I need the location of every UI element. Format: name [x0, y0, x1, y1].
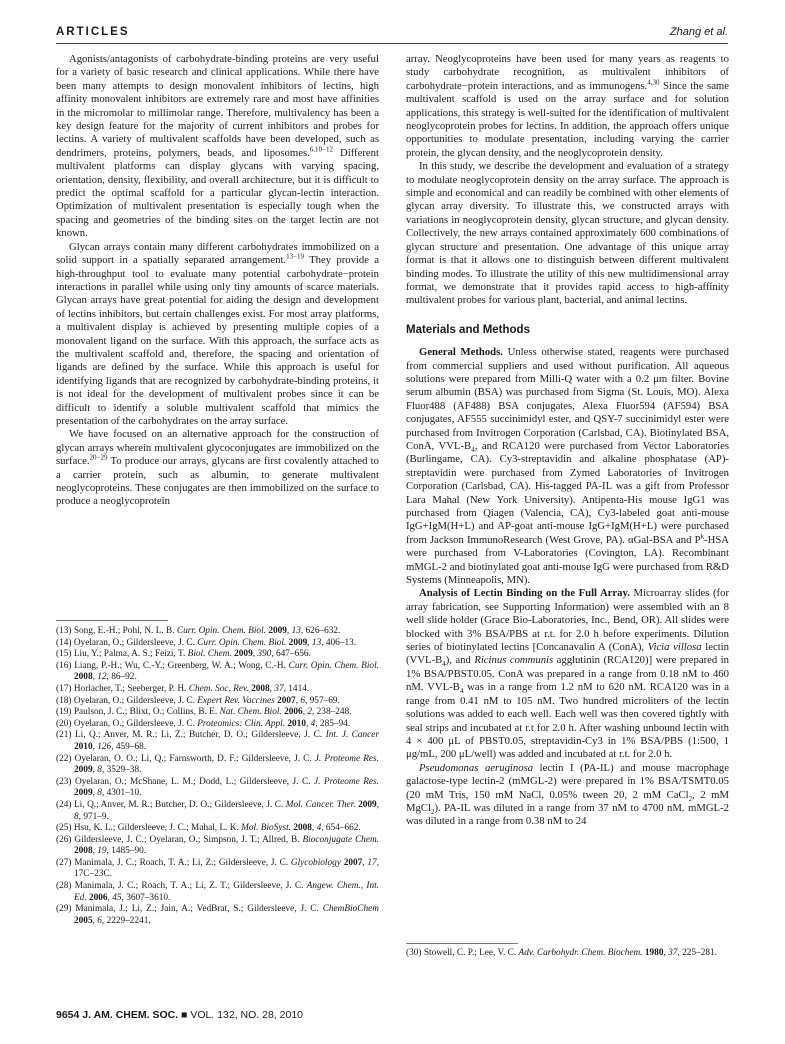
left-footnote-rule	[56, 620, 168, 621]
reference-item: (21) Li, Q.; Anver, M. R.; Li, Z.; Butcher, D. O.; Gildersleeve, J. C. Int. J. Cancer 2010, 126, 459–68.	[56, 730, 379, 752]
reference-item: (18) Oyelaran, O.; Gildersleeve, J. C. Expert Rev. Vaccines 2007, 6, 957–69.	[56, 695, 340, 706]
header-rule	[56, 43, 728, 44]
left-paragraph-2: Glycan arrays contain many different carbohydrates immobilized on a solid support in a spatially separated arrangement.$^{13-19}$ They provide a high-throughput tool to evaluate many potential carbohydrate−protein interactions in parallel while using only tiny amounts of scarce materials. Glycan arrays have great potential for aiding the design and development of lectins inhibitors, but certain challenges exist. For most array platforms, a multivalent display is achieved by presenting multiple copies of a monovalent ligand on the surface. With this approach, the surface acts as the multivalent scaffold and, therefore, the spacing and orientation of ligands are defined by the surface. While this approach is useful for identifying ligands that are recognized by carbohydrate-binding proteins, it is not ideal for the development of multivalent probes since it can be difficult to identify a soluble multivalent scaffold that mimics the presentation of the carbohydrates on the array surface.	[56, 240, 379, 427]
left-column	[56, 53, 379, 509]
journal-name: J. AM. CHEM. SOC.	[82, 1009, 179, 1021]
reference-item: (27) Manimala, J. C.; Roach, T. A.; Li, Z.; Gildersleeve, J. C. Glycobiology 2007, 17, 17C–23C.	[56, 857, 380, 880]
reference-item: (20) Oyelaran, O.; Gildersleeve, J. C. Proteomics: Clin. Appl. 2010, 4, 285–94.	[56, 718, 351, 729]
reference-item: (22) Oyelaran, O. O.; Li, Q.; Farnsworth, D. F.; Gildersleeve, J. C. J. Proteome Res. 2009, 8, 3529–38.	[56, 753, 379, 776]
right-paragraph-1: array. Neoglycoproteins have been used for many years as reagents to study carbohydrate recognition, as multivalent inhibitors of carbohydrate−protein interactions, and as immunogens.$^{4,30}$ Since the same multivalent scaffold is used on the array surface and for solution applications, this strategy is well-suited for the identification of multivalent neoglycoprotein probes for lectins. In addition, the approach offers unique opportunities to modulate presentation, including varying the carrier protein, the glycan density, and the neoglycoprotein density.	[406, 53, 729, 159]
reference-item: (28) Manimala, J. C.; Roach, T. A.; Li, Z. T.; Gildersleeve, J. C. Angew. Chem., Int. Ed. 2006, 45, 3607–3610.	[56, 881, 380, 903]
reference-item: (17) Horlacher, T.; Seeberger, P. H. Chem. Soc. Rev. 2008, 37, 1414.	[56, 683, 310, 694]
running-author: Zhang et al.	[669, 26, 728, 38]
reference-item: (23) Oyelaran, O.; McShane, L. M.; Dodd, L.; Gildersleeve, J. C. J. Proteome Res. 2009, 8, 4301–10.	[56, 776, 379, 799]
general-methods-paragraph: General Methods. Unless otherwise stated, reagents were purchased from commercial suppliers and used without purification. All aqueous solutions were prepared from Milli-Q water with a 0.2 μm filter. Bovine serum albumin (BSA) was purchased from Sigma (St. Louis, MO). Alexa Fluor488 (AF488) BSA conjugates, Alexa Fluor594 (AF594) BSA conjugates, AF555 succinimidyl ester, and QSY-7 succinimidyl ester were purchased from Invitrogen Corporation (Carlsbad, CA). Biotinylated BSA, ConA, VVL-$B_4$, and RCA120 were purchased from Vector Laboratories (Burlingame, CA). Cy3-streptavidin and alkaline phosphatase (AP)-streptavidin were purchased from Zymed Laboratories of Invitrogen Corporation (Carlsbad, CA). His-tagged PA-IL was a gift from Professor Lara Mahal (New York University). Antipenta-His mouse IgG1 was purchased from Qiagen (Valencia, CA), Cy3-labeled goat anti-mouse IgG+IgM(H+L) and AP-goat anti-mouse IgG+IgM(H+L) were purchased from Jackson ImmunoResearch (West Grove, PA). αGal-BSA and $P^k$-HSA were purchased from V-Laboratories (Covington, LA). Recombinant mMGL-2 and biotinylated goat anti-mouse IgG were purchased from R&D Systems (Minneapolis, MN).	[406, 346, 729, 587]
reference-item: (25) Hsu, K. L.; Gildersleeve, J. C.; Mahal, L. K. Mol. BioSyst. 2008, 4, 654–662.	[56, 823, 361, 834]
right-reference-list	[406, 948, 729, 960]
reference-item: (15) Liu, Y.; Palma, A. S.; Feizi, T. Biol. Chem. 2009, 390, 647–656.	[56, 649, 311, 660]
left-reference-list	[56, 626, 379, 927]
left-paragraph-3: We have focused on an alternative approach for the construction of glycan arrays wherein multivalent glycoconjugates are immobilized on the surface.$^{20-29}$ To produce our arrays, glycans are first covalently attached to a carrier protein, such as albumin, to generate multivalent neoglycoproteins. These conjugates are then immobilized on the surface to produce a neoglycoprotein	[56, 428, 379, 508]
reference-item: (14) Oyelaran, O.; Gildersleeve, J. C. Curr. Opin. Chem. Biol. 2009, 13, 406–13.	[56, 637, 357, 648]
left-paragraph-1: Agonists/antagonists of carbohydrate-binding proteins are very useful for a variety of basic research and clinical applications. While there have been many attempts to design monovalent inhibitors of lectins, high affinity monovalent inhibitors are extremely rare and most have affinities in the micromolar to millimolar range. Therefore, multivalency has been a key design feature for the majority of current inhibitors and probes for lectins. A variety of multivalent scaffolds have been developed, such as dendrimers, proteins, polymers, beads, and liposomes.$^{6,10-12}$ Different multivalent platforms can display glycans with varying spacing, orientation, density, flexibility, and overall architecture, but it is difficult to predict the optimal scaffold for a particular glycan-lectin interaction. Optimization of multivalent presentation is especially tough when the spacing and geometries of the binding sites on the target lectin are not known.	[56, 53, 379, 240]
right-column	[406, 53, 729, 829]
reference-item: (26) Gildersleeve, J. C.; Oyelaran, O.; Simpson, J. T.; Allred, B. Bioconjugate Chem. 2008, 19, 1485–90.	[56, 834, 379, 857]
right-footnote-rule	[406, 943, 518, 944]
reference-item: (29) Manimala, J.; Li, Z.; Jain, A.; VedBrat, S.; Gildersleeve, J. C. ChemBioChem 2005, 6, 2229–2241.	[56, 904, 379, 926]
reference-item: (19) Paulson, J. C.; Blixt, O.; Collins, B. E. Nat. Chem. Biol. 2006, 2, 238–248.	[56, 707, 352, 718]
lectin-binding-paragraph: Analysis of Lectin Binding on the Full Array. Microarray slides (for array fabrication, see Supporting Information) were assembled with an 8 well slide holder (Grace Bio-Laboratories, Inc., Bend, OR). All slides were blocked with 3% BSA/PBS at r.t. for 2.0 h before experiments. Dilution series of biotinylated lectins [Concanavalin A (ConA), Vicia villosa lectin $(VVL-B_4)$, and Ricinus communis agglutinin (RCA120)] were prepared in 1% BSA/PBST0.05. ConA was prepared in a range from 0.18 nM to 460 nM. VVL-$B_4$ was in a range from 1.2 nM to 620 nM. RCA120 was in a range from 0.41 nM to 105 nM. Two hundred microliters of the lectin solutions was added to each well. Each well was then covered tightly with seal strips and incubated at r.t for 2.0 h. After washing unbound lectin with 4 × 400 μL of PBST0.05, streptavidin-Cy3 in 1% BSA/PBS (1:500, 1 μg/mL, 200 μL/well) was added and incubated at r.t. for 2.0 h.	[406, 587, 730, 761]
section-label: ARTICLES	[56, 26, 130, 38]
reference-item: (24) Li, Q.; Anver, M. R.; Butcher, D. O.; Gildersleeve, J. C. Mol. Cancer. Ther. 2009, 8, 971–9.	[56, 799, 380, 822]
page-footer	[56, 1009, 303, 1021]
page-number: 9654	[56, 1009, 80, 1021]
reference-item: (16) Liang, P.-H.; Wu, C.-Y.; Greenberg, W. A.; Wong, C.-H. Curr. Opin. Chem. Biol. 2008, 12, 86–92.	[56, 660, 379, 683]
reference-item: (13) Song, E.-H.; Pohl, N. L. B. Curr. Opin. Chem. Biol. 2009, 13, 626–632.	[56, 626, 341, 636]
right-paragraph-2: In this study, we describe the development and evaluation of a strategy to modulate neoglycoprotein density on the array surface. The approach is simple and economical and can readily be combined with other elements of glycan array diversity. To illustrate this, we constructed arrays with variations in neoglycoprotein density, glycan structure, and glycan density. Collectively, the new arrays contained approximately 600 combinations of glycan structure and presentation. One advantage of this unique array format is that it allows one to distinguish between different multivalent binding modes. To illustrate the utility of this new multidimensional array format, we demonstrate that it provides rapid access to high-affinity multivalent probes for various plant, bacterial, and animal lectins.	[406, 160, 729, 307]
section-heading: Materials and Methods	[406, 323, 530, 336]
volume-info: VOL. 132, NO. 28, 2010	[190, 1009, 303, 1021]
pseudomonas-paragraph: Pseudomonas aeruginosa lectin I (PA-IL) and mouse macrophage galactose-type lectin-2 (mMGL-2) were prepared in 1% BSA/TSMT0.05 (20 mM Tris, 150 mM NaCl, 0.05% tween 20, 2 mM CaCl$_2$, 2 mM MgCl$_2$). PA-IL was diluted in a range from 37 nM to 4700 nM. mMGL-2 was diluted in a range from 0.38 nM to 24	[406, 761, 729, 828]
footer-bullet: ■	[181, 1009, 188, 1021]
reference-item: (30) Stowell, C. P.; Lee, V. C. Adv. Carbohydr. Chem. Biochem. 1980, 37, 225–281.	[406, 948, 717, 958]
